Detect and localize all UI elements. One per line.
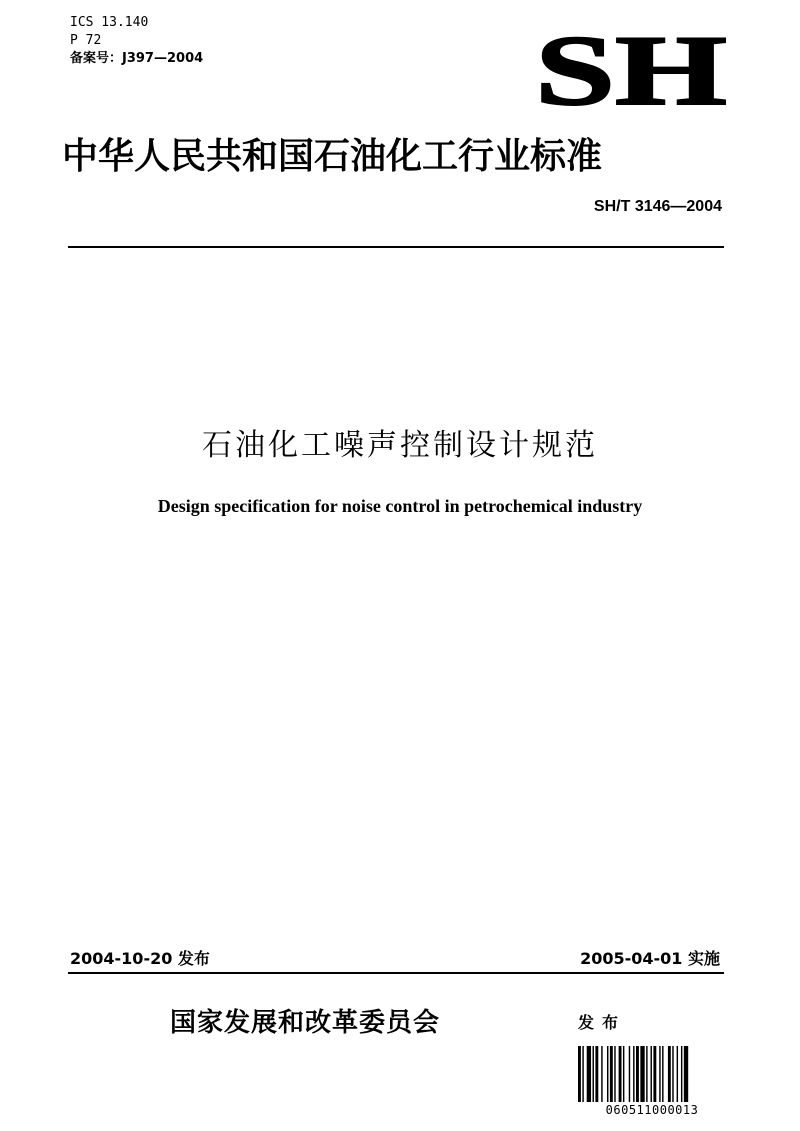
top-divider bbox=[68, 246, 724, 248]
issuer-label: 发布 bbox=[578, 1013, 627, 1032]
barcode-bar bbox=[614, 1046, 615, 1102]
barcode-bar bbox=[601, 1046, 602, 1102]
document-title-en: Design specification for noise control in petrochemical industry bbox=[157, 496, 643, 516]
barcode-bar bbox=[593, 1046, 594, 1102]
issue-date: 2004-10-20 发布 bbox=[70, 949, 210, 968]
record-number: 备案号：J397—2004 bbox=[70, 51, 204, 66]
classification-code: P 72 bbox=[70, 33, 102, 48]
barcode-number: 060511000013 bbox=[605, 1103, 699, 1117]
ics-code: ICS 13.140 bbox=[70, 15, 149, 30]
barcode-bar bbox=[582, 1046, 583, 1102]
barcode-bar bbox=[662, 1046, 663, 1102]
barcode-bar bbox=[677, 1046, 678, 1102]
barcode-bar bbox=[633, 1046, 634, 1102]
barcode-bar bbox=[595, 1046, 598, 1102]
barcode-bar bbox=[619, 1046, 622, 1102]
barcode-bar bbox=[578, 1046, 581, 1102]
barcode-bar bbox=[681, 1046, 682, 1102]
barcode-bar bbox=[646, 1046, 647, 1102]
barcode-bar bbox=[629, 1046, 630, 1102]
barcode-bar bbox=[607, 1046, 608, 1102]
barcode-bar bbox=[659, 1046, 660, 1102]
bottom-divider bbox=[68, 972, 724, 974]
svg-text:SH: SH bbox=[535, 22, 727, 117]
implementation-date: 2005-04-01 实施 bbox=[580, 949, 720, 968]
barcode-bar bbox=[587, 1046, 591, 1102]
barcode-bar bbox=[623, 1046, 624, 1102]
barcode-bar bbox=[636, 1046, 639, 1102]
barcode-bar bbox=[640, 1046, 644, 1102]
standard-code: SH/T 3146—2004 bbox=[593, 198, 722, 215]
document-title-cn: 石油化工噪声控制设计规范 bbox=[202, 428, 598, 463]
barcode-bar bbox=[684, 1046, 688, 1102]
barcode bbox=[578, 1046, 726, 1102]
issuer-name: 国家发展和改革委员会 bbox=[170, 1008, 441, 1038]
barcode-bar bbox=[653, 1046, 656, 1102]
sh-logo bbox=[535, 22, 730, 117]
barcode-bar bbox=[668, 1046, 671, 1102]
standard-title: 中华人民共和国石油化工行业标准 bbox=[62, 136, 603, 177]
barcode-bar bbox=[610, 1046, 613, 1102]
barcode-bar bbox=[672, 1046, 673, 1102]
barcode-bar bbox=[651, 1046, 652, 1102]
